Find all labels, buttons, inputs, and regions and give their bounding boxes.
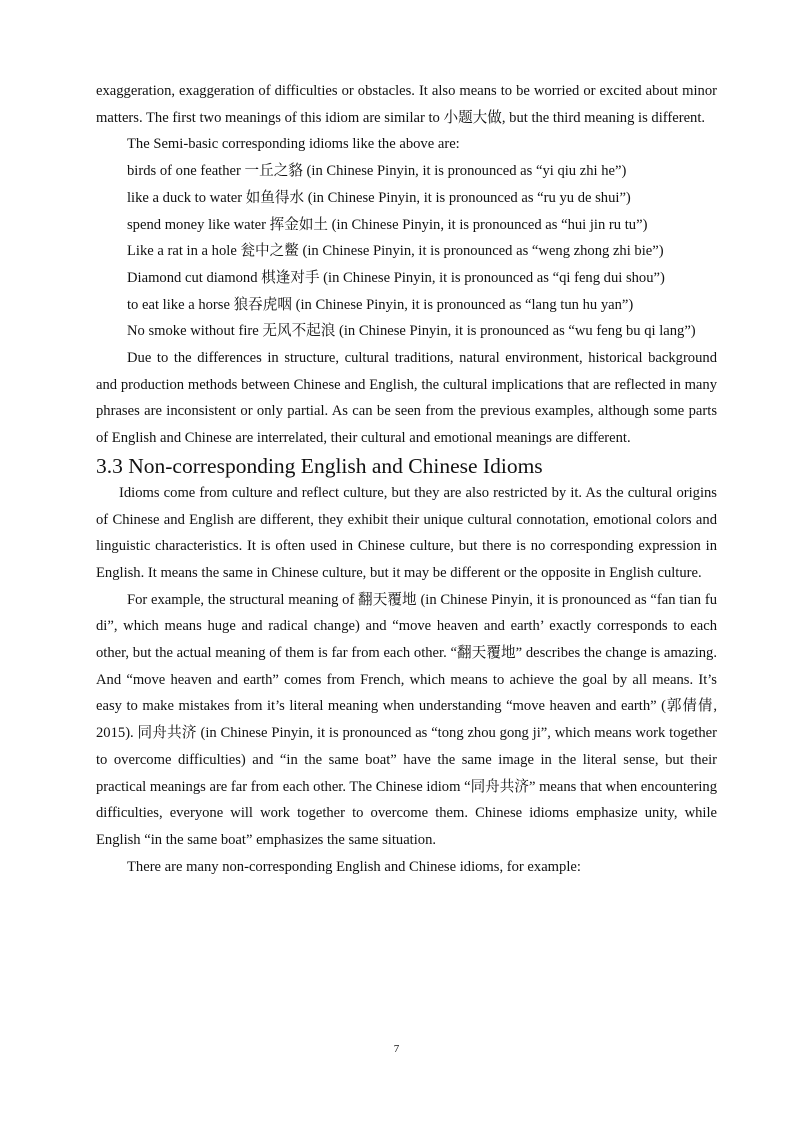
example-item: birds of one feather 一丘之貉 (in Chinese Pinyin, it is pronounced as “yi qiu zhi he”) <box>127 163 627 180</box>
document-page <box>96 78 717 880</box>
differences-paragraph: Due to the differences in structure, cultural traditions, natural environment, historical background and production methods between Chinese and English, the cultural implications that are reflected in many phrases are inconsistent or only partial. As can be seen from the previous examples, although some parts of English and Chinese are interrelated, their cultural and emotional meanings are different. <box>96 350 717 447</box>
page-number: 7 <box>393 1043 400 1055</box>
example-item: spend money like water 挥金如土 (in Chinese Pinyin, it is pronounced as “hui jin ru tu”) <box>127 216 648 233</box>
example-item: like a duck to water 如鱼得水 (in Chinese Pinyin, it is pronounced as “ru yu de shui”) <box>127 189 631 206</box>
example-item: Diamond cut diamond 棋逢对手 (in Chinese Pinyin, it is pronounced as “qi feng dui shou”) <box>127 269 665 286</box>
example-paragraph: For example, the structural meaning of 翻天覆地 (in Chinese Pinyin, it is pronounced as “fan tian fu di”, which means huge and radical change) and “move heaven and earth’ exactly corresponds to each other, but the actual meaning of them is far from each other. “翻天覆地” describes the change is amazing. And “move heaven and earth” comes from French, which means to achieve the goal by all means. It’s easy to make mistakes from it’s literal meaning when understanding “move heaven and earth” (郭倩倩, 2015). 同舟共济 (in Chinese Pinyin, it is pronounced as “tong zhou gong ji”, which means work together to overcome difficulties) and “in the same boat” have the same image in the literal sense, but their practical meanings are far from each other. The Chinese idiom “同舟共济” means that when encountering difficulties, everyone will work together to overcome them. Chinese idioms emphasize unity, while English “in the same boat” emphasizes the same situation. <box>96 591 717 848</box>
section-heading: 3.3 Non-corresponding English and Chinese Idioms <box>96 453 543 478</box>
closing-paragraph: There are many non-corresponding English and Chinese idioms, for example: <box>127 858 581 875</box>
example-item: No smoke without fire 无风不起浪 (in Chinese Pinyin, it is pronounced as “wu feng bu qi lang”) <box>127 323 696 340</box>
example-item: to eat like a horse 狼吞虎咽 (in Chinese Pinyin, it is pronounced as “lang tun hu yan”) <box>127 296 634 313</box>
example-item: Like a rat in a hole 瓮中之鳖 (in Chinese Pinyin, it is pronounced as “weng zhong zhi bie”) <box>127 243 664 260</box>
section-paragraph: Idioms come from culture and reflect culture, but they are also restricted by it. As the cultural origins of Chinese and English are different, they exhibit their unique cultural connotation, emotional colors and linguistic characteristics. It is often used in Chinese culture, but there is no corresponding expression in English. It means the same in Chinese culture, but it may be different or the opposite in English culture. <box>96 484 717 581</box>
semi-basic-intro: The Semi-basic corresponding idioms like the above are: <box>127 136 460 153</box>
intro-paragraph: exaggeration, exaggeration of difficulties or obstacles. It also means to be worried or excited about minor matters. The first two meanings of this idiom are similar to 小题大做, but the third meaning is different. <box>96 83 717 126</box>
